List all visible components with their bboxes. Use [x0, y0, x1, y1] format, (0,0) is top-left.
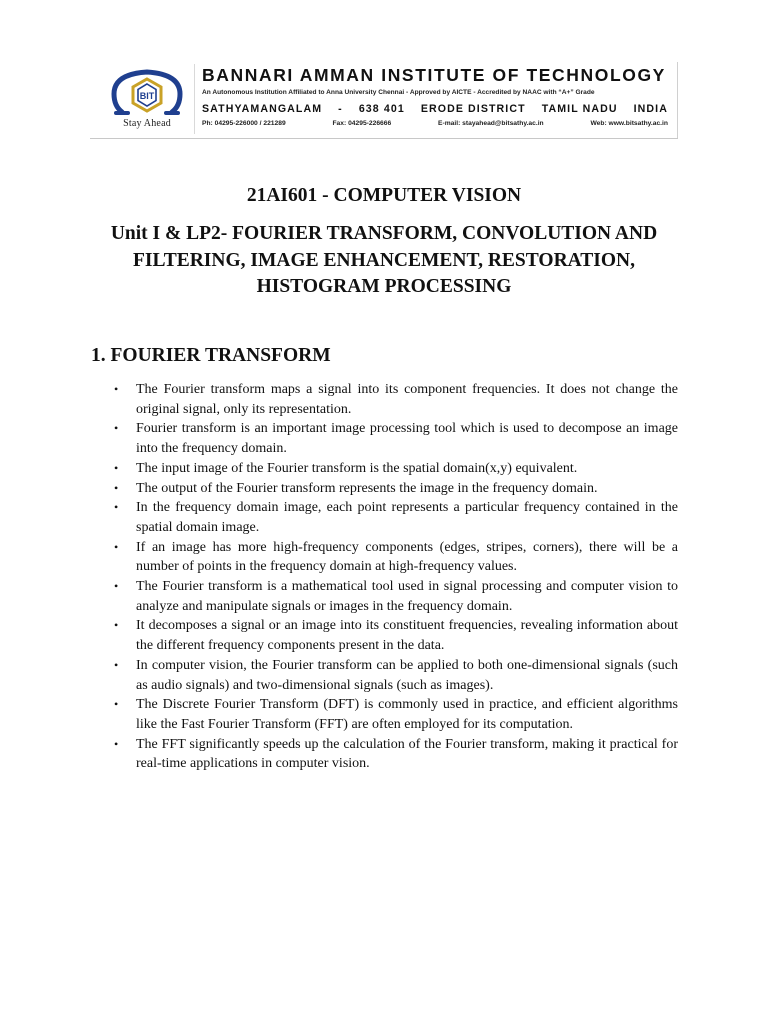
bullet-text: Fourier transform is an important image processing tool which is used to decompose an image into the frequency domain. — [136, 421, 678, 457]
contact-email: E-mail: stayahead@bitsathy.ac.in — [438, 120, 544, 127]
bullet-dot-icon: • — [114, 500, 119, 515]
bullet-text: The output of the Fourier transform represents the image in the frequency domain. — [136, 480, 598, 496]
bullet-dot-icon: • — [114, 657, 119, 672]
bullet-text: The FFT significantly speeds up the calculation of the Fourier transform, making it practical for real-time applications in computer vision. — [136, 736, 678, 772]
bullet-item — [91, 656, 678, 695]
address-country: INDIA — [633, 103, 668, 115]
bullet-item — [91, 380, 678, 419]
letterhead-text — [202, 64, 672, 130]
bullet-dot-icon: • — [114, 539, 119, 554]
bullet-text: In computer vision, the Fourier transform can be applied to both one-dimensional signals (such as audio signals) and two-dimensional signals (such as images). — [136, 657, 678, 693]
bullet-dot-icon: • — [114, 480, 119, 495]
bullet-text: It decomposes a signal or an image into its constituent frequencies, revealing information about the different frequency components present in the data. — [136, 618, 678, 654]
institution-logo — [108, 66, 186, 134]
address-town: SATHYAMANGALAM — [202, 103, 323, 115]
bullet-item — [91, 695, 678, 734]
address-pin: 638 401 — [358, 103, 405, 115]
contact-phone: Ph: 04295-226000 / 221289 — [202, 120, 286, 127]
bullet-item — [91, 577, 678, 616]
institution-contact — [202, 118, 668, 130]
bullet-item — [91, 498, 678, 537]
unit-title: Unit I & LP2- FOURIER TRANSFORM, CONVOLUTION AND FILTERING, IMAGE ENHANCEMENT, RESTORATION, HISTOGRAM PROCESSING — [110, 223, 658, 297]
institution-address — [202, 102, 668, 116]
bullet-item — [91, 419, 678, 458]
bullet-dot-icon: • — [114, 697, 119, 712]
bullet-dot-icon: • — [114, 460, 119, 475]
bullet-item — [91, 538, 678, 577]
section-heading: 1. FOURIER TRANSFORM — [91, 345, 331, 366]
bullet-text: The input image of the Fourier transform is the spatial domain(x,y) equivalent. — [136, 460, 578, 476]
bullet-item — [91, 616, 678, 655]
bullet-item — [91, 459, 678, 479]
institution-affiliation: An Autonomous Institution Affiliated to Anna University Chennai - Approved by AICTE - Accredited by NAAC with “A+” Grade — [202, 89, 595, 96]
bullet-text: The Fourier transform is a mathematical tool used in signal processing and computer vision to analyze and manipulate signals or images in the frequency domain. — [136, 579, 678, 614]
letterhead — [90, 62, 678, 139]
bullet-dot-icon: • — [114, 382, 119, 396]
letterhead-divider — [194, 64, 195, 134]
bullet-dot-icon: • — [114, 421, 119, 436]
address-district: ERODE DISTRICT — [420, 103, 526, 115]
bullet-text: The Discrete Fourier Transform (DFT) is commonly used in practice, and efficient algorithms like the Fast Fourier Transform (FFT) are often employed for its computation. — [136, 697, 678, 732]
svg-text:BIT: BIT — [139, 91, 155, 101]
bullet-dot-icon: • — [114, 579, 119, 594]
bullet-dot-icon: • — [114, 618, 119, 633]
bullet-text: If an image has more high-frequency components (edges, stripes, corners), there will be a number of points in the frequency domain at high-frequency values. — [136, 539, 678, 575]
course-title: 21AI601 - COMPUTER VISION — [246, 185, 522, 206]
contact-fax: Fax: 04295-226666 — [332, 120, 392, 127]
letterhead-right-rule — [677, 62, 678, 138]
bullet-text: The Fourier transform maps a signal into its component frequencies. It does not change the original signal, only its representation. — [136, 382, 678, 417]
bullet-item — [91, 479, 678, 499]
bullet-text: In the frequency domain image, each point represents a particular frequency contained in the spatial domain image. — [136, 500, 678, 535]
bullet-dot-icon: • — [114, 736, 119, 751]
contact-web: Web: www.bitsathy.ac.in — [590, 120, 668, 127]
bullet-list — [91, 380, 678, 774]
address-sep: - — [338, 103, 343, 115]
bit-logo-icon — [108, 66, 186, 120]
address-state: TAMIL NADU — [541, 103, 618, 115]
institution-name: BANNARI AMMAN INSTITUTE OF TECHNOLOGY — [202, 65, 666, 85]
logo-tagline: Stay Ahead — [123, 118, 171, 129]
bullet-item — [91, 735, 678, 774]
